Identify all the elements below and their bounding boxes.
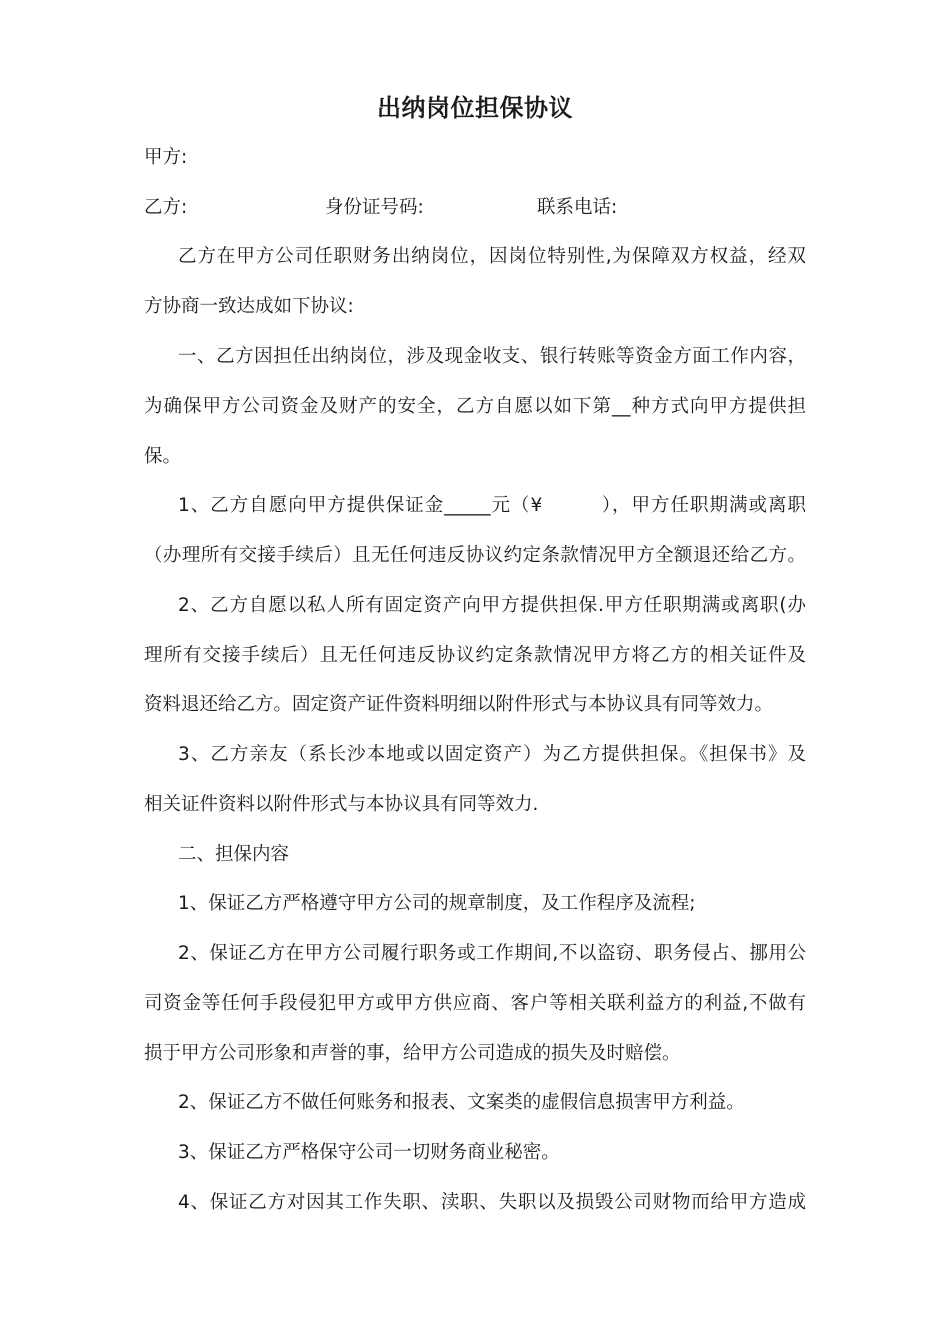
section-heading: 二、担保内容 [178, 844, 290, 865]
paragraph-line: 损于甲方公司形象和声誉的事，给甲方公司造成的损失及时赔偿。 [144, 1043, 681, 1064]
paragraph-line: 为确保甲方公司资金及财产的安全，乙方自愿以如下第__种方式向甲方提供担 [144, 396, 806, 417]
paragraph-line: 一、乙方因担任出纳岗位，涉及现金收支、银行转账等资金方面工作内容， [178, 346, 806, 367]
paragraph-line: 3、保证乙方严格保守公司一切财务商业秘密。 [178, 1142, 560, 1163]
paragraph-line: 2、乙方自愿以私人所有固定资产向甲方提供担保.甲方任职期满或离职(办 [178, 595, 806, 616]
paragraph-line: 理所有交接手续后）且无任何违反协议约定条款情况甲方将乙方的相关证件及 [144, 645, 806, 666]
paragraph-line: 1、乙方自愿向甲方提供保证金_____元（¥ ），甲方任职期满或离职 [178, 495, 806, 516]
party-a-label: 甲方: [144, 147, 188, 168]
paragraph-line: 乙方在甲方公司任职财务出纳岗位，因岗位特别性,为保障双方权益，经双 [178, 246, 806, 267]
paragraph-line: 1、保证乙方严格遵守甲方公司的规章制度，及工作程序及流程; [178, 893, 696, 914]
paragraph-line: （办理所有交接手续后）且无任何违反协议约定条款情况甲方全额退还给乙方。 [144, 545, 806, 566]
paragraph-line: 4、保证乙方对因其工作失职、渎职、失职以及损毁公司财物而给甲方造成 [178, 1192, 806, 1213]
paragraph-line: 3、乙方亲友（系长沙本地或以固定资产）为乙方提供担保。《担保书》及 [178, 744, 806, 765]
party-b-label: 乙方: [144, 197, 188, 218]
id-number-label: 身份证号码: [325, 197, 424, 218]
paragraph-line: 2、保证乙方在甲方公司履行职务或工作期间,不以盗窃、职务侵占、挪用公 [178, 943, 806, 964]
paragraph-line: 资料退还给乙方。固定资产证件资料明细以附件形式与本协议具有同等效力。 [144, 694, 774, 715]
phone-label: 联系电话: [537, 197, 618, 218]
paragraph-line: 2、保证乙方不做任何账务和报表、文案类的虚假信息损害甲方利益。 [178, 1092, 745, 1113]
paragraph-line: 保。 [144, 446, 182, 467]
document-title: 出纳岗位担保协议 [377, 94, 573, 122]
paragraph-line: 司资金等任何手段侵犯甲方或甲方供应商、客户等相关联利益方的利益,不做有 [144, 993, 806, 1014]
paragraph-line: 方协商一致达成如下协议: [144, 296, 354, 317]
party-b-row [144, 195, 806, 221]
paragraph-line: 相关证件资料以附件形式与本协议具有同等效力. [144, 794, 539, 815]
